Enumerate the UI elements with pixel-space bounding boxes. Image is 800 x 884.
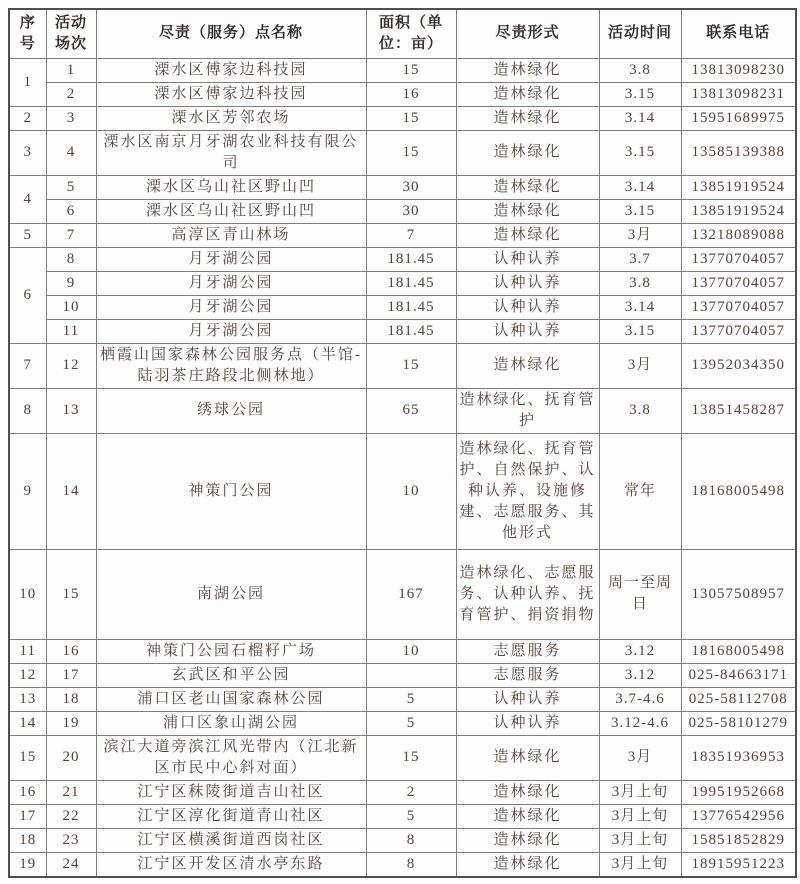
phone-cell: 025-84663171 — [681, 663, 796, 687]
table-row — [9, 343, 796, 388]
phone-cell: 13851919524 — [681, 199, 796, 223]
session-cell: 4 — [46, 130, 96, 175]
time-cell: 3月上旬 — [599, 828, 681, 852]
session-cell: 9 — [46, 271, 96, 295]
table-row — [9, 388, 796, 433]
table-row — [9, 663, 796, 687]
serial-cell: 1 — [9, 58, 46, 106]
form-cell: 造林绿化 — [456, 804, 599, 828]
session-cell: 23 — [46, 828, 96, 852]
serial-cell: 10 — [9, 549, 46, 639]
name-cell: 江宁区淳化街道青山社区 — [96, 804, 366, 828]
area-cell: 15 — [366, 106, 456, 130]
time-cell: 3月 — [599, 223, 681, 247]
phone-cell: 18351936953 — [681, 735, 796, 780]
area-cell: 5 — [366, 804, 456, 828]
area-cell: 16 — [366, 82, 456, 106]
form-cell: 造林绿化 — [456, 106, 599, 130]
header-cell-area: 面积（单位：亩） — [366, 9, 456, 58]
name-cell: 溧水区乌山社区野山凹 — [96, 175, 366, 199]
duty-points-table — [8, 8, 797, 878]
serial-cell: 3 — [9, 130, 46, 175]
session-cell: 10 — [46, 295, 96, 319]
time-cell: 3月上旬 — [599, 780, 681, 804]
form-cell: 造林绿化 — [456, 130, 599, 175]
time-cell: 3.8 — [599, 58, 681, 82]
table-row — [9, 319, 796, 343]
area-cell: 15 — [366, 130, 456, 175]
header-cell-name: 尽责（服务）点名称 — [96, 9, 366, 58]
time-cell: 3.14 — [599, 175, 681, 199]
form-cell: 认种认养 — [456, 711, 599, 735]
table-row — [9, 106, 796, 130]
table-row — [9, 130, 796, 175]
area-cell: 30 — [366, 175, 456, 199]
table-row — [9, 639, 796, 663]
name-cell: 神策门公园石榴籽广场 — [96, 639, 366, 663]
phone-cell: 13851458287 — [681, 388, 796, 433]
session-cell: 21 — [46, 780, 96, 804]
area-cell: 181.45 — [366, 295, 456, 319]
time-cell: 3.12-4.6 — [599, 711, 681, 735]
serial-cell: 11 — [9, 639, 46, 663]
area-cell: 181.45 — [366, 247, 456, 271]
name-cell: 浦口区老山国家森林公园 — [96, 687, 366, 711]
phone-cell: 025-58112708 — [681, 687, 796, 711]
time-cell: 3.15 — [599, 199, 681, 223]
header-row — [9, 9, 796, 58]
name-cell: 溧水区南京月牙湖农业科技有限公司 — [96, 130, 366, 175]
time-cell: 常年 — [599, 433, 681, 549]
name-cell: 高淳区青山林场 — [96, 223, 366, 247]
name-cell: 江宁区横溪街道西岗社区 — [96, 828, 366, 852]
phone-cell: 15951689975 — [681, 106, 796, 130]
time-cell: 周一至周日 — [599, 549, 681, 639]
phone-cell: 13585139388 — [681, 130, 796, 175]
phone-cell: 13770704057 — [681, 319, 796, 343]
phone-cell: 19951952668 — [681, 780, 796, 804]
serial-cell: 14 — [9, 711, 46, 735]
serial-cell: 15 — [9, 735, 46, 780]
session-cell: 22 — [46, 804, 96, 828]
form-cell: 造林绿化 — [456, 82, 599, 106]
name-cell: 神策门公园 — [96, 433, 366, 549]
session-cell: 14 — [46, 433, 96, 549]
phone-cell: 13770704057 — [681, 271, 796, 295]
session-cell: 17 — [46, 663, 96, 687]
time-cell: 3.8 — [599, 271, 681, 295]
phone-cell: 13851919524 — [681, 175, 796, 199]
serial-cell: 18 — [9, 828, 46, 852]
session-cell: 8 — [46, 247, 96, 271]
header-cell-phone: 联系电话 — [681, 9, 796, 58]
form-cell: 造林绿化 — [456, 199, 599, 223]
name-cell: 溧水区乌山社区野山凹 — [96, 199, 366, 223]
session-cell: 11 — [46, 319, 96, 343]
phone-cell: 18915951223 — [681, 852, 796, 877]
serial-cell: 12 — [9, 663, 46, 687]
area-cell: 30 — [366, 199, 456, 223]
area-cell: 5 — [366, 711, 456, 735]
serial-cell: 13 — [9, 687, 46, 711]
session-cell: 12 — [46, 343, 96, 388]
session-cell: 1 — [46, 58, 96, 82]
time-cell: 3.14 — [599, 106, 681, 130]
serial-cell: 19 — [9, 852, 46, 877]
table-row — [9, 433, 796, 549]
time-cell: 3.7 — [599, 247, 681, 271]
table-row — [9, 687, 796, 711]
session-cell: 24 — [46, 852, 96, 877]
phone-cell: 13057508957 — [681, 549, 796, 639]
serial-cell: 5 — [9, 223, 46, 247]
session-cell: 18 — [46, 687, 96, 711]
form-cell: 认种认养 — [456, 247, 599, 271]
session-cell: 7 — [46, 223, 96, 247]
area-cell: 15 — [366, 735, 456, 780]
session-cell: 2 — [46, 82, 96, 106]
area-cell: 10 — [366, 433, 456, 549]
session-cell: 13 — [46, 388, 96, 433]
form-cell: 造林绿化、抚育管护、自然保护、认种认养、设施修建、志愿服务、其他形式 — [456, 433, 599, 549]
table-row — [9, 804, 796, 828]
serial-cell: 8 — [9, 388, 46, 433]
form-cell: 认种认养 — [456, 319, 599, 343]
name-cell: 月牙湖公园 — [96, 271, 366, 295]
name-cell: 栖霞山国家森林公园服务点（半馆-陆羽茶庄路段北侧林地） — [96, 343, 366, 388]
serial-cell: 4 — [9, 175, 46, 223]
name-cell: 绣球公园 — [96, 388, 366, 433]
phone-cell: 15851852829 — [681, 828, 796, 852]
name-cell: 溧水区傅家边科技园 — [96, 58, 366, 82]
time-cell: 3月上旬 — [599, 852, 681, 877]
serial-cell: 6 — [9, 247, 46, 343]
name-cell: 江宁区秣陵街道吉山社区 — [96, 780, 366, 804]
form-cell: 造林绿化 — [456, 780, 599, 804]
time-cell: 3月 — [599, 735, 681, 780]
time-cell: 3.15 — [599, 82, 681, 106]
phone-cell: 13770704057 — [681, 247, 796, 271]
table-row — [9, 58, 796, 82]
serial-cell: 9 — [9, 433, 46, 549]
area-cell: 5 — [366, 687, 456, 711]
header-cell-form: 尽责形式 — [456, 9, 599, 58]
form-cell: 造林绿化 — [456, 343, 599, 388]
form-cell: 造林绿化、志愿服务、认种认养、抚育管护、捐资捐物 — [456, 549, 599, 639]
header-cell-serial: 序号 — [9, 9, 46, 58]
table-row — [9, 199, 796, 223]
phone-cell: 13776542956 — [681, 804, 796, 828]
time-cell: 3.15 — [599, 130, 681, 175]
name-cell: 滨江大道旁滨江风光带内（江北新区市民中心斜对面） — [96, 735, 366, 780]
table-row — [9, 852, 796, 877]
form-cell: 认种认养 — [456, 295, 599, 319]
name-cell: 溧水区傅家边科技园 — [96, 82, 366, 106]
form-cell: 志愿服务 — [456, 639, 599, 663]
name-cell: 浦口区象山湖公园 — [96, 711, 366, 735]
session-cell: 16 — [46, 639, 96, 663]
header-cell-time: 活动时间 — [599, 9, 681, 58]
session-cell: 15 — [46, 549, 96, 639]
table-row — [9, 735, 796, 780]
table-row — [9, 711, 796, 735]
serial-cell: 16 — [9, 780, 46, 804]
table-row — [9, 223, 796, 247]
name-cell: 月牙湖公园 — [96, 295, 366, 319]
session-cell: 6 — [46, 199, 96, 223]
area-cell: 15 — [366, 58, 456, 82]
name-cell: 玄武区和平公园 — [96, 663, 366, 687]
area-cell: 167 — [366, 549, 456, 639]
time-cell: 3.7-4.6 — [599, 687, 681, 711]
form-cell: 造林绿化 — [456, 58, 599, 82]
table-row — [9, 828, 796, 852]
form-cell: 造林绿化、抚育管护 — [456, 388, 599, 433]
area-cell — [366, 663, 456, 687]
form-cell: 造林绿化 — [456, 735, 599, 780]
session-cell: 5 — [46, 175, 96, 199]
time-cell: 3.8 — [599, 388, 681, 433]
serial-cell: 17 — [9, 804, 46, 828]
area-cell: 7 — [366, 223, 456, 247]
name-cell: 溧水区芳邻农场 — [96, 106, 366, 130]
form-cell: 造林绿化 — [456, 852, 599, 877]
table-row — [9, 175, 796, 199]
form-cell: 造林绿化 — [456, 828, 599, 852]
phone-cell: 18168005498 — [681, 433, 796, 549]
time-cell: 3月上旬 — [599, 804, 681, 828]
table-row — [9, 780, 796, 804]
phone-cell: 13813098231 — [681, 82, 796, 106]
area-cell: 15 — [366, 343, 456, 388]
name-cell: 江宁区开发区清水亭东路 — [96, 852, 366, 877]
phone-cell: 13770704057 — [681, 295, 796, 319]
phone-cell: 13218089088 — [681, 223, 796, 247]
time-cell: 3.12 — [599, 663, 681, 687]
form-cell: 造林绿化 — [456, 175, 599, 199]
serial-cell: 7 — [9, 343, 46, 388]
area-cell: 181.45 — [366, 271, 456, 295]
table-row — [9, 247, 796, 271]
phone-cell: 13952034350 — [681, 343, 796, 388]
area-cell: 8 — [366, 852, 456, 877]
phone-cell: 18168005498 — [681, 639, 796, 663]
phone-cell: 025-58101279 — [681, 711, 796, 735]
session-cell: 20 — [46, 735, 96, 780]
area-cell: 2 — [366, 780, 456, 804]
name-cell: 月牙湖公园 — [96, 247, 366, 271]
time-cell: 3.14 — [599, 295, 681, 319]
table-row — [9, 82, 796, 106]
header-cell-session: 活动场次 — [46, 9, 96, 58]
table-row — [9, 549, 796, 639]
area-cell: 8 — [366, 828, 456, 852]
phone-cell: 13813098230 — [681, 58, 796, 82]
table-row — [9, 295, 796, 319]
time-cell: 3月 — [599, 343, 681, 388]
form-cell: 志愿服务 — [456, 663, 599, 687]
name-cell: 月牙湖公园 — [96, 319, 366, 343]
session-cell: 19 — [46, 711, 96, 735]
table-row — [9, 271, 796, 295]
form-cell: 造林绿化 — [456, 223, 599, 247]
time-cell: 3.15 — [599, 319, 681, 343]
area-cell: 10 — [366, 639, 456, 663]
area-cell: 181.45 — [366, 319, 456, 343]
form-cell: 认种认养 — [456, 271, 599, 295]
session-cell: 3 — [46, 106, 96, 130]
area-cell: 65 — [366, 388, 456, 433]
form-cell: 认种认养 — [456, 687, 599, 711]
name-cell: 南湖公园 — [96, 549, 366, 639]
serial-cell: 2 — [9, 106, 46, 130]
time-cell: 3.12 — [599, 639, 681, 663]
